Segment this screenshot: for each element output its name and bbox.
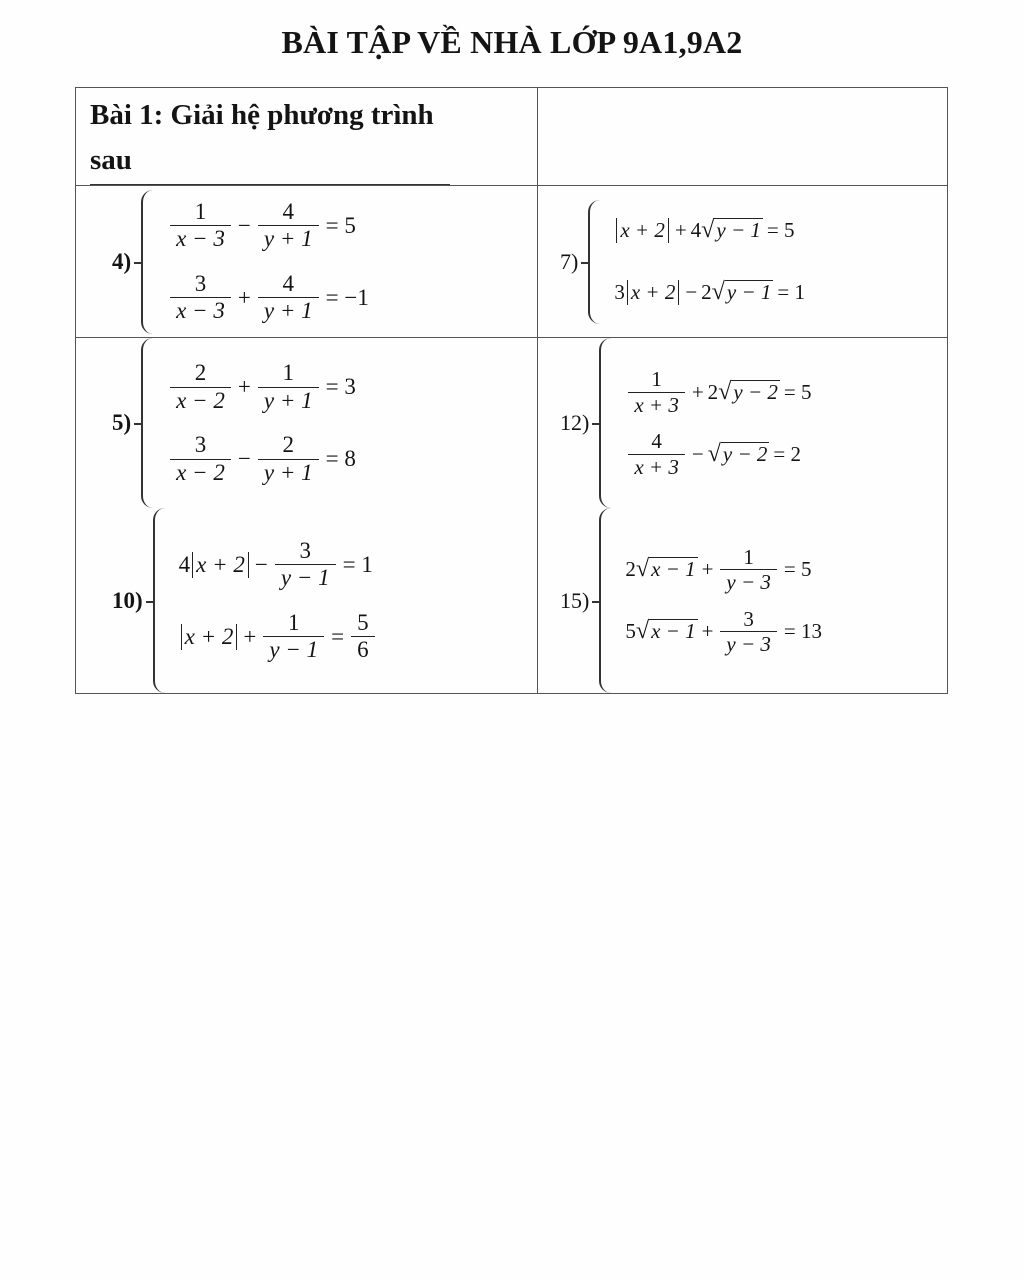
equation-1 — [167, 351, 360, 423]
operator: − — [237, 446, 251, 471]
operator: + — [237, 374, 251, 399]
denominator: x + 3 — [628, 454, 685, 479]
problem-15 — [560, 508, 947, 693]
operator: − — [237, 212, 251, 238]
absolute-value: x + 2 — [627, 280, 680, 305]
coefficient: 2 — [707, 379, 719, 404]
right-hand-side: = 3 — [325, 374, 356, 399]
problem-10 — [112, 508, 537, 693]
right-hand-side: = 5 — [783, 379, 812, 404]
problem-number: 4) — [112, 248, 132, 274]
equation-1 — [625, 361, 815, 423]
problem-number: 10) — [112, 587, 143, 613]
system-brace — [153, 508, 173, 693]
radicand: y − 2 — [722, 441, 768, 466]
denominator: y − 1 — [263, 636, 324, 663]
problem-number: 5) — [112, 410, 132, 435]
numerator: 2 — [282, 432, 294, 458]
problem-number: 15) — [560, 587, 590, 613]
operator: − — [685, 280, 698, 304]
radicand: y − 2 — [733, 379, 778, 404]
equals-sign: = — [331, 623, 345, 649]
right-hand-side: = 5 — [766, 218, 795, 242]
right-hand-side: = 13 — [783, 619, 823, 643]
radical-sign-icon: √ — [635, 555, 650, 583]
empty-header-cell — [538, 88, 948, 186]
denominator: y + 1 — [258, 387, 319, 414]
operator: + — [674, 218, 687, 242]
denominator: y + 1 — [258, 225, 319, 252]
equation-1 — [614, 200, 809, 262]
numerator: 4 — [651, 429, 662, 454]
heading-line-1: Bài 1: Giải hệ phương trình — [90, 99, 434, 131]
numerator: 4 — [282, 198, 294, 224]
system-brace — [599, 338, 619, 508]
operator: − — [254, 551, 268, 577]
problems-5-10-cell — [76, 338, 538, 694]
square-root — [707, 439, 770, 467]
problem-number: 12) — [560, 410, 590, 435]
denominator: y + 1 — [258, 297, 319, 324]
numerator: 1 — [743, 544, 754, 569]
coefficient: 5 — [625, 619, 636, 643]
operator: + — [243, 623, 257, 649]
exercise-table — [75, 87, 948, 694]
radicand: x − 1 — [651, 557, 696, 582]
right-hand-side: = 1 — [777, 280, 806, 304]
denominator: x − 3 — [170, 225, 231, 252]
radicand: x − 1 — [651, 619, 696, 644]
operator: + — [237, 284, 251, 310]
absolute-value: x + 2 — [181, 624, 238, 650]
coefficient: 4 — [690, 218, 702, 242]
problems-12-15-cell — [538, 338, 948, 694]
coefficient: 2 — [701, 280, 712, 304]
numerator: 1 — [288, 609, 300, 635]
operator: + — [691, 379, 704, 404]
numerator: 3 — [743, 606, 754, 631]
equation-1 — [625, 539, 826, 601]
radical-sign-icon: √ — [635, 617, 650, 645]
radical-sign-icon: √ — [718, 377, 732, 405]
right-hand-side: = 8 — [325, 446, 356, 471]
numerator: 5 — [357, 609, 369, 635]
equation-2 — [625, 601, 826, 663]
radical-sign-icon: √ — [707, 439, 721, 467]
operator: − — [691, 441, 704, 466]
coefficient: 3 — [614, 280, 625, 304]
numerator: 3 — [299, 537, 311, 563]
problem-4 — [112, 190, 537, 334]
numerator: 1 — [194, 198, 207, 224]
radical-sign-icon: √ — [711, 278, 725, 306]
radicand: y − 1 — [716, 218, 761, 243]
denominator: x + 3 — [628, 392, 685, 417]
system-brace — [599, 508, 619, 693]
operator: + — [701, 619, 714, 643]
problem-12 — [560, 338, 947, 508]
right-hand-side: = 2 — [773, 441, 802, 466]
numerator: 3 — [194, 270, 207, 296]
denominator: 6 — [351, 636, 375, 663]
equation-2 — [625, 423, 815, 485]
denominator: x − 2 — [170, 387, 231, 414]
right-hand-side: = 5 — [783, 557, 812, 581]
problem-number: 7) — [560, 248, 579, 274]
coefficient: 4 — [178, 551, 191, 577]
page-title: BÀI TẬP VỀ NHÀ LỚP 9A1,9A2 — [281, 24, 743, 60]
exercise-heading — [76, 88, 537, 183]
numerator: 1 — [282, 360, 294, 386]
denominator: y − 1 — [275, 564, 336, 591]
right-hand-side: = 1 — [342, 551, 373, 577]
problem-7 — [560, 200, 947, 324]
equation-2 — [614, 262, 809, 324]
right-hand-side: = 5 — [325, 212, 356, 238]
radical-sign-icon: √ — [701, 216, 715, 244]
equation-1 — [179, 529, 378, 601]
denominator: x − 2 — [170, 459, 231, 486]
radicand: y − 1 — [726, 280, 772, 305]
problem-7-cell — [538, 186, 948, 338]
numerator: 4 — [282, 270, 294, 296]
equation-2 — [167, 262, 373, 334]
absolute-value: x + 2 — [616, 218, 669, 243]
equation-2 — [179, 601, 378, 673]
heading-line-2: sau — [90, 144, 132, 176]
absolute-value: x + 2 — [192, 552, 249, 578]
square-root — [718, 377, 780, 405]
equation-1 — [167, 190, 373, 262]
square-root — [636, 557, 698, 581]
exercise-heading-cell — [76, 88, 538, 186]
square-root — [701, 218, 763, 242]
system-brace — [141, 190, 161, 334]
square-root — [636, 619, 698, 643]
denominator: y − 3 — [720, 569, 777, 594]
denominator: x − 3 — [170, 297, 231, 324]
system-brace — [141, 338, 161, 508]
numerator: 3 — [194, 432, 207, 458]
right-hand-side: = −1 — [325, 284, 369, 310]
numerator: 1 — [651, 367, 662, 392]
coefficient: 2 — [625, 557, 636, 581]
problem-4-cell — [76, 186, 538, 338]
operator: + — [701, 557, 714, 581]
denominator: y − 3 — [720, 631, 777, 656]
problem-5 — [112, 338, 537, 508]
square-root — [712, 280, 774, 304]
system-brace — [588, 200, 608, 324]
equation-2 — [167, 423, 360, 495]
denominator: y + 1 — [258, 459, 319, 486]
numerator: 2 — [194, 360, 207, 386]
